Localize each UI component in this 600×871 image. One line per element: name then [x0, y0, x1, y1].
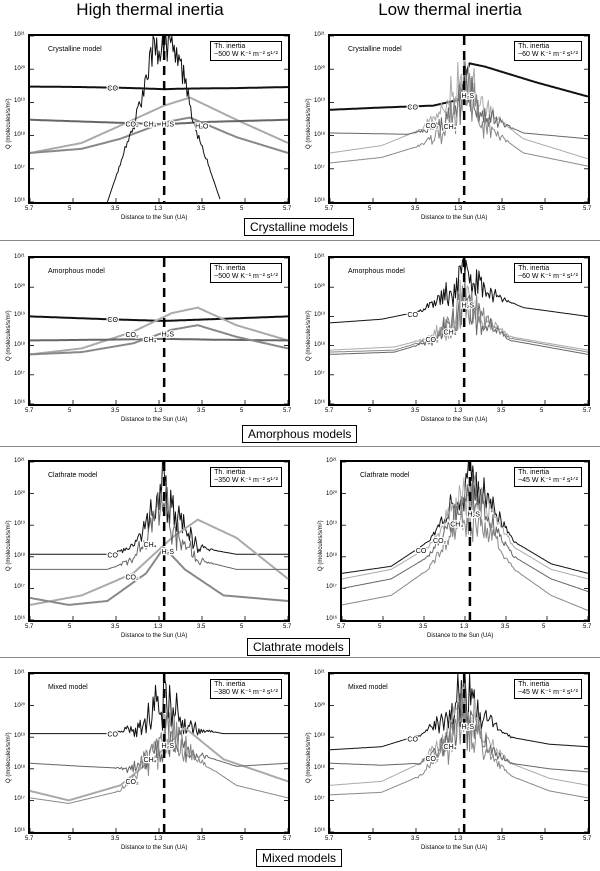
x-tick-label: 3.5 [111, 408, 120, 414]
x-tick-label: 5.7 [325, 206, 334, 212]
x-tick-label: 5 [240, 624, 244, 630]
section-label-mixed: Mixed models [256, 849, 342, 867]
y-tick-label: 10¹⁷ [314, 370, 325, 377]
inertia-label: Th. inertia [214, 469, 246, 476]
x-tick-label: 5.7 [25, 624, 34, 630]
y-tick-label: 10¹⁶ [14, 828, 26, 834]
series-label: CH₄ [143, 121, 157, 129]
y-tick-label: 10²⁰ [14, 702, 26, 709]
y-tick-label: 10²⁰ [314, 284, 326, 291]
chart-panel [28, 34, 290, 204]
x-tick-label: 5.7 [583, 624, 592, 630]
inertia-label: Th. inertia [214, 265, 246, 272]
y-tick-label: 10¹⁶ [326, 616, 338, 622]
x-tick-label: 1.3 [154, 836, 163, 842]
panel-title: Crystalline model [348, 46, 402, 53]
x-tick-label: 3.5 [111, 836, 120, 842]
y-tick-label: 10¹⁹ [314, 98, 326, 105]
x-tick-label: 3.5 [197, 206, 206, 212]
panel-title: Amorphous model [348, 268, 405, 275]
y-axis-label: Q (molecules/s/m²) [6, 520, 12, 571]
y-tick-label: 10¹⁸ [14, 131, 26, 138]
series-line [330, 62, 588, 139]
inertia-value: ~45 W K⁻¹ m⁻² s¹ᐟ² [518, 689, 578, 696]
x-tick-label: 5 [540, 206, 544, 212]
y-tick-label: 10²⁰ [14, 284, 26, 291]
y-tick-label: 10¹⁶ [314, 198, 326, 204]
y-tick-label: 10¹⁷ [14, 584, 25, 591]
series-label: CO₂ [125, 121, 139, 129]
series-line [30, 548, 288, 605]
x-tick-label: 5 [368, 206, 372, 212]
series-label: CO [107, 317, 118, 325]
y-tick-label: 10¹⁸ [326, 552, 338, 559]
x-axis-label: Distance to the Sun (UA) [421, 417, 488, 423]
x-tick-label: 5 [542, 624, 546, 630]
x-axis-label: Distance to the Sun (UA) [121, 215, 188, 221]
y-tick-label: 10²⁰ [14, 66, 26, 73]
inertia-value: ~350 W K⁻¹ m⁻² s¹ᐟ² [214, 477, 278, 484]
x-tick-label: 5.7 [25, 206, 34, 212]
inertia-value: ~380 W K⁻¹ m⁻² s¹ᐟ² [214, 689, 278, 696]
x-tick-label: 5 [240, 408, 244, 414]
inertia-value: ~500 W K⁻¹ m⁻² s¹ᐟ² [214, 51, 278, 58]
x-tick-label: 5.7 [583, 408, 592, 414]
x-tick-label: 1.3 [154, 206, 163, 212]
x-tick-label: 5.7 [25, 408, 34, 414]
x-tick-label: 3.5 [501, 624, 510, 630]
series-label: H₂S [161, 121, 175, 129]
x-tick-label: 3.5 [197, 836, 206, 842]
series-label: CH₄ [443, 124, 457, 132]
section-divider [0, 657, 600, 658]
x-tick-label: 5.7 [283, 624, 292, 630]
x-tick-label: 1.3 [154, 624, 163, 630]
x-axis-label: Distance to the Sun (UA) [121, 633, 188, 639]
y-tick-label: 10²⁰ [14, 490, 26, 497]
x-tick-label: 5 [68, 408, 72, 414]
x-tick-label: 5.7 [337, 624, 346, 630]
series-line [30, 118, 288, 153]
y-tick-label: 10¹⁷ [14, 796, 25, 803]
series-label: CO₂ [125, 332, 139, 340]
y-tick-label: 10²¹ [326, 458, 337, 464]
x-tick-label: 3.5 [197, 624, 206, 630]
series-label: H₂S [161, 331, 175, 339]
series-label: H₂O [195, 123, 209, 131]
x-tick-label: 3.5 [411, 408, 420, 414]
series-label: CO [407, 104, 418, 112]
series-line [30, 87, 288, 90]
x-axis-label: Distance to the Sun (UA) [427, 633, 494, 639]
x-tick-label: 5 [240, 206, 244, 212]
section-label-amorphous: Amorphous models [242, 425, 357, 443]
series-line [330, 53, 588, 158]
y-tick-label: 10¹⁹ [14, 521, 26, 528]
x-tick-label: 5 [240, 836, 244, 842]
y-tick-label: 10¹⁶ [314, 828, 326, 834]
y-tick-label: 10¹⁶ [14, 198, 26, 204]
series-line [30, 520, 288, 605]
x-tick-label: 5.7 [325, 836, 334, 842]
y-tick-label: 10¹⁸ [14, 552, 26, 559]
chart-panel [28, 672, 290, 834]
series-label: CH₄ [450, 521, 464, 529]
y-tick-label: 10²¹ [314, 670, 325, 676]
x-tick-label: 3.5 [111, 624, 120, 630]
y-tick-label: 10¹⁷ [326, 584, 337, 591]
series-label: CO [407, 311, 418, 319]
panel-title: Clathrate model [360, 472, 410, 479]
y-tick-label: 10²⁰ [314, 702, 326, 709]
inertia-value: ~500 W K⁻¹ m⁻² s¹ᐟ² [214, 273, 278, 280]
inertia-value: ~60 W K⁻¹ m⁻² s¹ᐟ² [518, 273, 578, 280]
column-heading-high: High thermal inertia [76, 0, 224, 19]
inertia-value: ~45 W K⁻¹ m⁻² s¹ᐟ² [518, 477, 578, 484]
x-tick-label: 5.7 [283, 206, 292, 212]
inertia-box [514, 41, 582, 61]
series-label: CH₄ [143, 542, 157, 550]
x-tick-label: 1.3 [454, 206, 463, 212]
y-tick-label: 10¹⁶ [314, 400, 326, 406]
series-label: CO₂ [425, 336, 439, 344]
y-axis-label: Q (molecules/s/m²) [6, 310, 12, 361]
y-tick-label: 10¹⁹ [326, 521, 338, 528]
y-axis-label: Q (molecules/s/m²) [306, 732, 312, 783]
inertia-value: ~60 W K⁻¹ m⁻² s¹ᐟ² [518, 51, 578, 58]
inertia-label: Th. inertia [518, 265, 550, 272]
series-label: H₂S [461, 92, 475, 100]
panel-title: Amorphous model [48, 268, 105, 275]
series-label: H₂S [461, 724, 475, 732]
x-axis-label: Distance to the Sun (UA) [121, 417, 188, 423]
series-label: CO [407, 736, 418, 744]
x-tick-label: 5.7 [583, 206, 592, 212]
inertia-label: Th. inertia [518, 681, 550, 688]
x-tick-label: 5.7 [325, 408, 334, 414]
series-line [342, 491, 588, 611]
y-tick-label: 10²¹ [14, 458, 25, 464]
section-divider [0, 446, 600, 447]
y-tick-label: 10²¹ [14, 670, 25, 676]
series-label: CO₂ [425, 122, 439, 130]
x-tick-label: 5 [368, 836, 372, 842]
series-line [30, 486, 288, 569]
x-axis-label: Distance to the Sun (UA) [121, 845, 188, 851]
x-tick-label: 5 [68, 624, 72, 630]
y-tick-label: 10¹⁷ [14, 370, 25, 377]
chart-panel [340, 460, 590, 622]
y-tick-label: 10¹⁸ [314, 131, 326, 138]
y-axis-label: Q (molecules/s/m²) [6, 98, 12, 149]
x-tick-label: 5 [68, 206, 72, 212]
y-tick-label: 10²¹ [314, 254, 325, 260]
inertia-box [210, 467, 282, 487]
x-tick-label: 3.5 [411, 206, 420, 212]
x-tick-label: 5 [540, 408, 544, 414]
x-tick-label: 5.7 [25, 836, 34, 842]
x-tick-label: 3.5 [497, 206, 506, 212]
y-tick-label: 10²¹ [314, 32, 325, 38]
y-tick-label: 10¹⁸ [14, 764, 26, 771]
x-tick-label: 5.7 [583, 836, 592, 842]
chart-panel [28, 256, 290, 406]
series-line [30, 713, 288, 804]
series-label: CO [107, 552, 118, 560]
y-tick-label: 10²¹ [14, 254, 25, 260]
chart-panel [328, 672, 590, 834]
y-axis-label: Q (molecules/s/m²) [306, 98, 312, 149]
y-tick-label: 10¹⁸ [14, 341, 26, 348]
inertia-box [514, 263, 582, 283]
series-label: H₂S [467, 511, 480, 519]
y-tick-label: 10¹⁹ [14, 733, 26, 740]
inertia-label: Th. inertia [214, 681, 246, 688]
x-tick-label: 5 [378, 624, 382, 630]
x-tick-label: 3.5 [497, 408, 506, 414]
x-tick-label: 1.3 [454, 408, 463, 414]
series-label: H₂S [461, 302, 475, 310]
inertia-box [514, 679, 582, 699]
x-axis-label: Distance to the Sun (UA) [421, 845, 488, 851]
y-tick-label: 10¹⁹ [314, 312, 326, 319]
y-tick-label: 10¹⁸ [314, 341, 326, 348]
y-axis-label: Q (molecules/s/m²) [306, 310, 312, 361]
y-tick-label: 10¹⁸ [314, 764, 326, 771]
y-tick-label: 10¹⁶ [14, 400, 26, 406]
y-axis-label: Q (molecules/s/m²) [318, 520, 324, 571]
y-tick-label: 10²⁰ [314, 66, 326, 73]
y-tick-label: 10¹⁷ [314, 796, 325, 803]
series-label: CH₄ [443, 744, 457, 752]
series-line [30, 308, 288, 355]
y-tick-label: 10¹⁷ [314, 164, 325, 171]
series-label: CO₂ [125, 574, 139, 582]
x-axis-label: Distance to the Sun (UA) [421, 215, 488, 221]
inertia-box [514, 467, 582, 487]
series-label: CH₄ [143, 756, 157, 764]
series-label: CO [107, 731, 118, 739]
section-divider [0, 240, 600, 241]
x-tick-label: 5 [68, 836, 72, 842]
y-tick-label: 10¹⁶ [14, 616, 26, 622]
series-label: H₂S [161, 549, 175, 557]
x-tick-label: 3.5 [411, 836, 420, 842]
y-tick-label: 10¹⁹ [14, 98, 26, 105]
x-tick-label: 3.5 [111, 206, 120, 212]
inertia-label: Th. inertia [518, 43, 550, 50]
x-tick-label: 1.3 [454, 836, 463, 842]
inertia-box [210, 679, 282, 699]
series-label: CO₂ [125, 779, 139, 787]
chart-panel [328, 34, 590, 204]
panel-title: Clathrate model [48, 472, 98, 479]
chart-panel [328, 256, 590, 406]
column-heading-low: Low thermal inertia [378, 0, 522, 19]
x-tick-label: 1.3 [460, 624, 469, 630]
x-tick-label: 3.5 [419, 624, 428, 630]
y-axis-label: Q (molecules/s/m²) [6, 732, 12, 783]
x-tick-label: 5.7 [283, 836, 292, 842]
section-label-clathrate: Clathrate models [247, 638, 350, 656]
x-tick-label: 1.3 [154, 408, 163, 414]
series-label: H₂S [161, 742, 175, 750]
panel-title: Mixed model [48, 684, 88, 691]
y-tick-label: 10²⁰ [326, 490, 338, 497]
series-label: CO [415, 547, 427, 555]
x-tick-label: 3.5 [197, 408, 206, 414]
series-label: CO₂ [433, 537, 447, 545]
y-tick-label: 10¹⁷ [14, 164, 25, 171]
x-tick-label: 5 [540, 836, 544, 842]
inertia-label: Th. inertia [214, 43, 246, 50]
y-tick-label: 10¹⁹ [314, 733, 326, 740]
y-tick-label: 10¹⁹ [14, 312, 26, 319]
panel-title: Crystalline model [48, 46, 102, 53]
section-label-crystalline: Crystalline models [244, 218, 354, 236]
panel-title: Mixed model [348, 684, 388, 691]
inertia-box [210, 41, 282, 61]
series-label: CO₂ [425, 756, 439, 764]
series-label: CO [107, 85, 118, 93]
series-label: CH₄ [143, 337, 157, 345]
chart-panel [28, 460, 290, 622]
y-tick-label: 10²¹ [14, 32, 25, 38]
inertia-box [210, 263, 282, 283]
x-tick-label: 5 [368, 408, 372, 414]
x-tick-label: 3.5 [497, 836, 506, 842]
series-line [330, 280, 588, 350]
series-label: CH₄ [443, 329, 457, 337]
x-tick-label: 5.7 [283, 408, 292, 414]
inertia-label: Th. inertia [518, 469, 550, 476]
